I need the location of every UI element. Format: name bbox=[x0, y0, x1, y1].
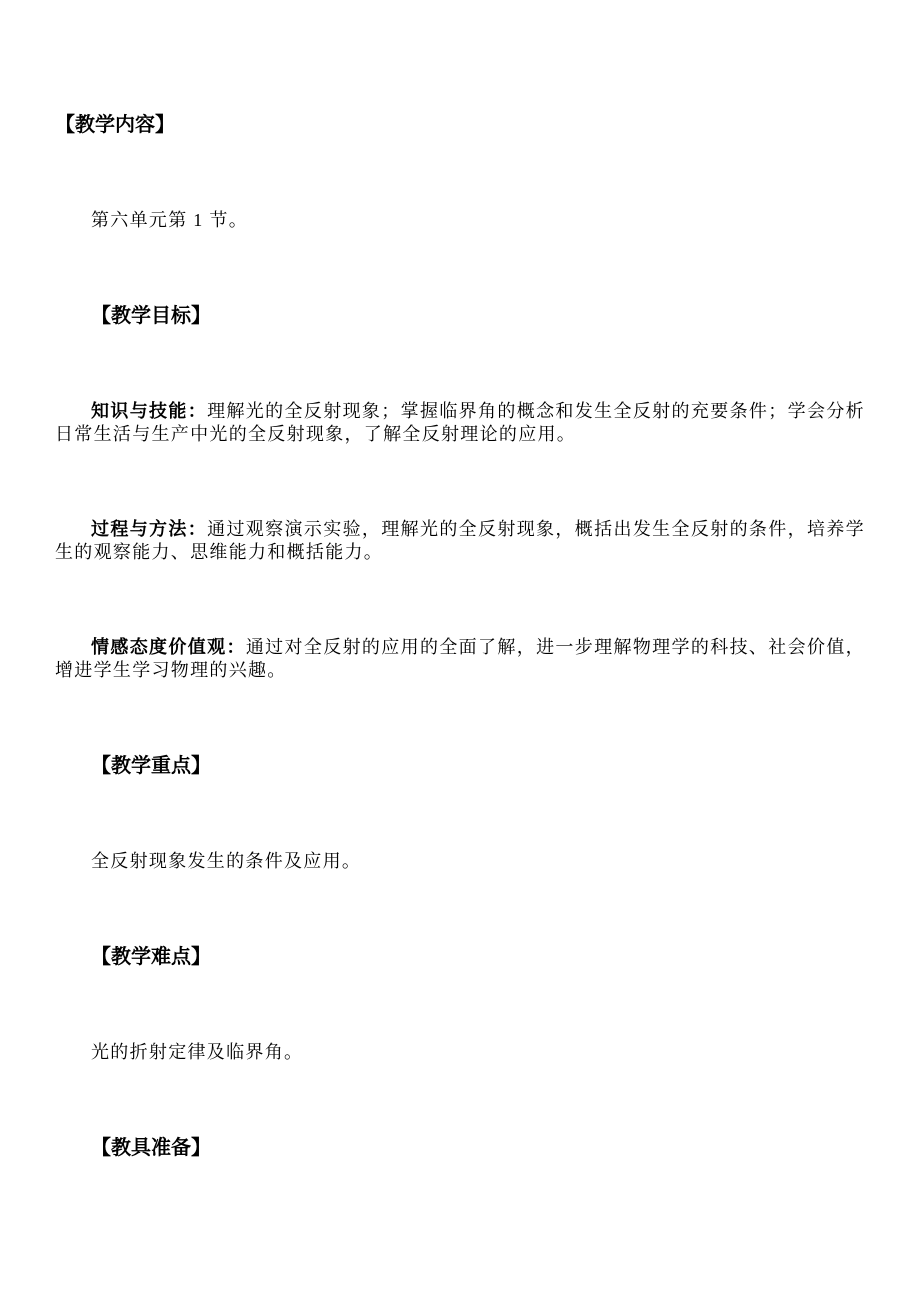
paragraph-unit-section bbox=[55, 209, 865, 232]
paragraph-process-methods bbox=[55, 518, 865, 564]
paragraph-text: 通过观察演示实验，理解光的全反射现象，概括出发生全反射的条件，培养学生的观察能力、思维能力和概括能力。 bbox=[55, 519, 865, 562]
paragraph-text: 全反射现象发生的条件及应用。 bbox=[91, 851, 362, 871]
paragraph-knowledge-skills bbox=[55, 400, 865, 446]
paragraph-text: 第六单元第 1 节。 bbox=[91, 210, 248, 230]
paragraph-lead: 情感态度价值观： bbox=[91, 637, 246, 657]
paragraph-lead: 过程与方法： bbox=[91, 519, 208, 539]
section-heading-teaching-focus: 【教学重点】 bbox=[91, 755, 211, 777]
section-heading-teaching-difficulty: 【教学难点】 bbox=[91, 946, 211, 968]
paragraph-lead: 知识与技能： bbox=[91, 401, 208, 421]
paragraph-text: 通过对全反射的应用的全面了解，进一步理解物理学的科技、社会价值，增进学生学习物理的兴趣。 bbox=[55, 637, 865, 680]
paragraph-focus bbox=[55, 850, 865, 873]
section-heading-teaching-aids: 【教具准备】 bbox=[91, 1137, 211, 1159]
paragraph-difficulty bbox=[55, 1041, 865, 1064]
paragraph-text: 光的折射定律及临界角。 bbox=[91, 1042, 304, 1062]
paragraph-text: 理解光的全反射现象；掌握临界角的概念和发生全反射的充要条件；学会分析日常生活与生产中光的全反射现象，了解全反射理论的应用。 bbox=[55, 401, 865, 444]
section-heading-teaching-content: 【教学内容】 bbox=[55, 114, 175, 136]
section-heading-teaching-objectives: 【教学目标】 bbox=[91, 305, 211, 327]
paragraph-emotion-values bbox=[55, 636, 865, 682]
